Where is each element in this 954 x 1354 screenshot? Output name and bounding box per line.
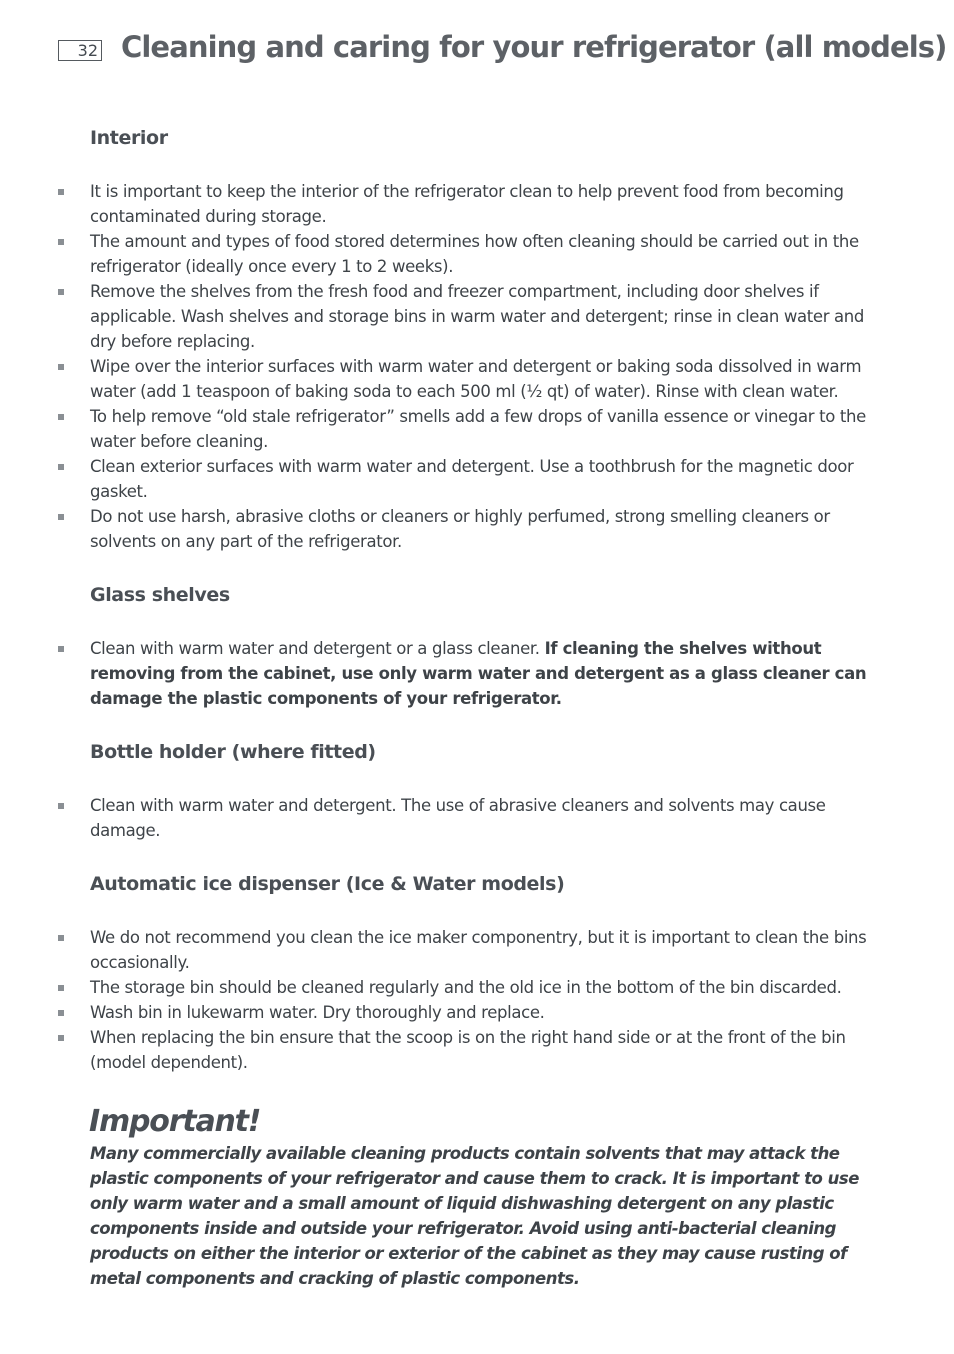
bullet-square-icon	[58, 1035, 64, 1041]
important-heading: Important!	[89, 1104, 261, 1139]
list-item-text: Do not use harsh, abrasive cloths or cleaners or highly perfumed, strong smelling cleaners or solvents on any part of the refrigerator.	[90, 507, 830, 551]
list-item	[56, 925, 886, 975]
list-item	[56, 354, 886, 404]
bullet-square-icon	[58, 189, 64, 195]
bullet-square-icon	[58, 985, 64, 991]
bullet-square-icon	[58, 1010, 64, 1016]
list-item-text: To help remove “old stale refrigerator” smells add a few drops of vanilla essence or vinegar to the water before cleaning.	[90, 407, 866, 451]
list-item-text: Wash bin in lukewarm water. Dry thoroughly and replace.	[90, 1003, 545, 1022]
list-item-text: Remove the shelves from the fresh food and freezer compartment, including door shelves if applicable. Wash shelves and storage bins in warm water and detergent; rinse in clean water and dry before replacing.	[90, 282, 865, 351]
bullet-square-icon	[58, 646, 64, 652]
list-item	[56, 229, 886, 279]
list-item	[56, 404, 886, 454]
list-item	[56, 975, 886, 1000]
bullet-square-icon	[58, 935, 64, 941]
bottle-holder-list	[56, 793, 886, 843]
list-item-warning-text: If cleaning the shelves without removing from the cabinet, use only warm water and detergent as a glass cleaner can damage the plastic components of your refrigerator.	[90, 639, 867, 708]
bullet-square-icon	[58, 239, 64, 245]
page-title: Cleaning and caring for your refrigerator (all models)	[121, 30, 947, 64]
interior-list	[56, 179, 886, 554]
list-item-text: The storage bin should be cleaned regularly and the old ice in the bottom of the bin discarded.	[90, 978, 842, 997]
list-item-text: The amount and types of food stored determines how often cleaning should be carried out in the refrigerator (ideally once every 1 to 2 weeks).	[90, 232, 859, 276]
bullet-square-icon	[58, 289, 64, 295]
bullet-square-icon	[58, 514, 64, 520]
list-item-text: Wipe over the interior surfaces with warm water and detergent or baking soda dissolved in warm water (add 1 teaspoon of baking soda to each 500 ml (½ qt) of water). Rinse with clean water.	[90, 357, 862, 401]
bullet-square-icon	[58, 414, 64, 420]
list-item	[56, 636, 886, 711]
list-item-text: We do not recommend you clean the ice maker componentry, but it is important to clean the bins occasionally.	[90, 928, 867, 972]
list-item	[56, 179, 886, 229]
glass-shelves-list	[56, 636, 886, 711]
list-item	[56, 793, 886, 843]
list-item-text: Clean exterior surfaces with warm water and detergent. Use a toothbrush for the magnetic door gasket.	[90, 457, 854, 501]
section-heading-ice-dispenser: Automatic ice dispenser (Ice & Water models)	[90, 873, 565, 895]
list-item	[56, 279, 886, 354]
important-body: Many commercially available cleaning products contain solvents that may attack the plastic components of your refrigerator and cause them to crack. It is important to use only warm water and a small amount of liquid dishwashing detergent on any plastic components inside and outside your refrigerator. Avoid using anti-bacterial cleaning products on either the interior or exterior of the cabinet as they may cause rusting of metal components and cracking of plastic components.	[90, 1144, 859, 1288]
list-item	[56, 504, 886, 554]
section-heading-interior: Interior	[90, 127, 168, 149]
bullet-square-icon	[58, 464, 64, 470]
list-item-text: It is important to keep the interior of the refrigerator clean to help prevent food from becoming contaminated during storage.	[90, 182, 844, 226]
bullet-square-icon	[58, 803, 64, 809]
list-item-text: Clean with warm water and detergent. The use of abrasive cleaners and solvents may cause damage.	[90, 796, 826, 840]
ice-dispenser-list	[56, 925, 886, 1075]
list-item	[56, 1025, 886, 1075]
bullet-square-icon	[58, 364, 64, 370]
list-item-text: Clean with warm water and detergent or a glass cleaner.	[90, 639, 545, 658]
list-item	[56, 454, 886, 504]
page-number: 32	[58, 40, 102, 61]
section-heading-glass-shelves: Glass shelves	[90, 584, 230, 606]
list-item	[56, 1000, 886, 1025]
list-item-text: When replacing the bin ensure that the scoop is on the right hand side or at the front of the bin (model dependent).	[90, 1028, 846, 1072]
section-heading-bottle-holder: Bottle holder (where fitted)	[90, 741, 376, 763]
